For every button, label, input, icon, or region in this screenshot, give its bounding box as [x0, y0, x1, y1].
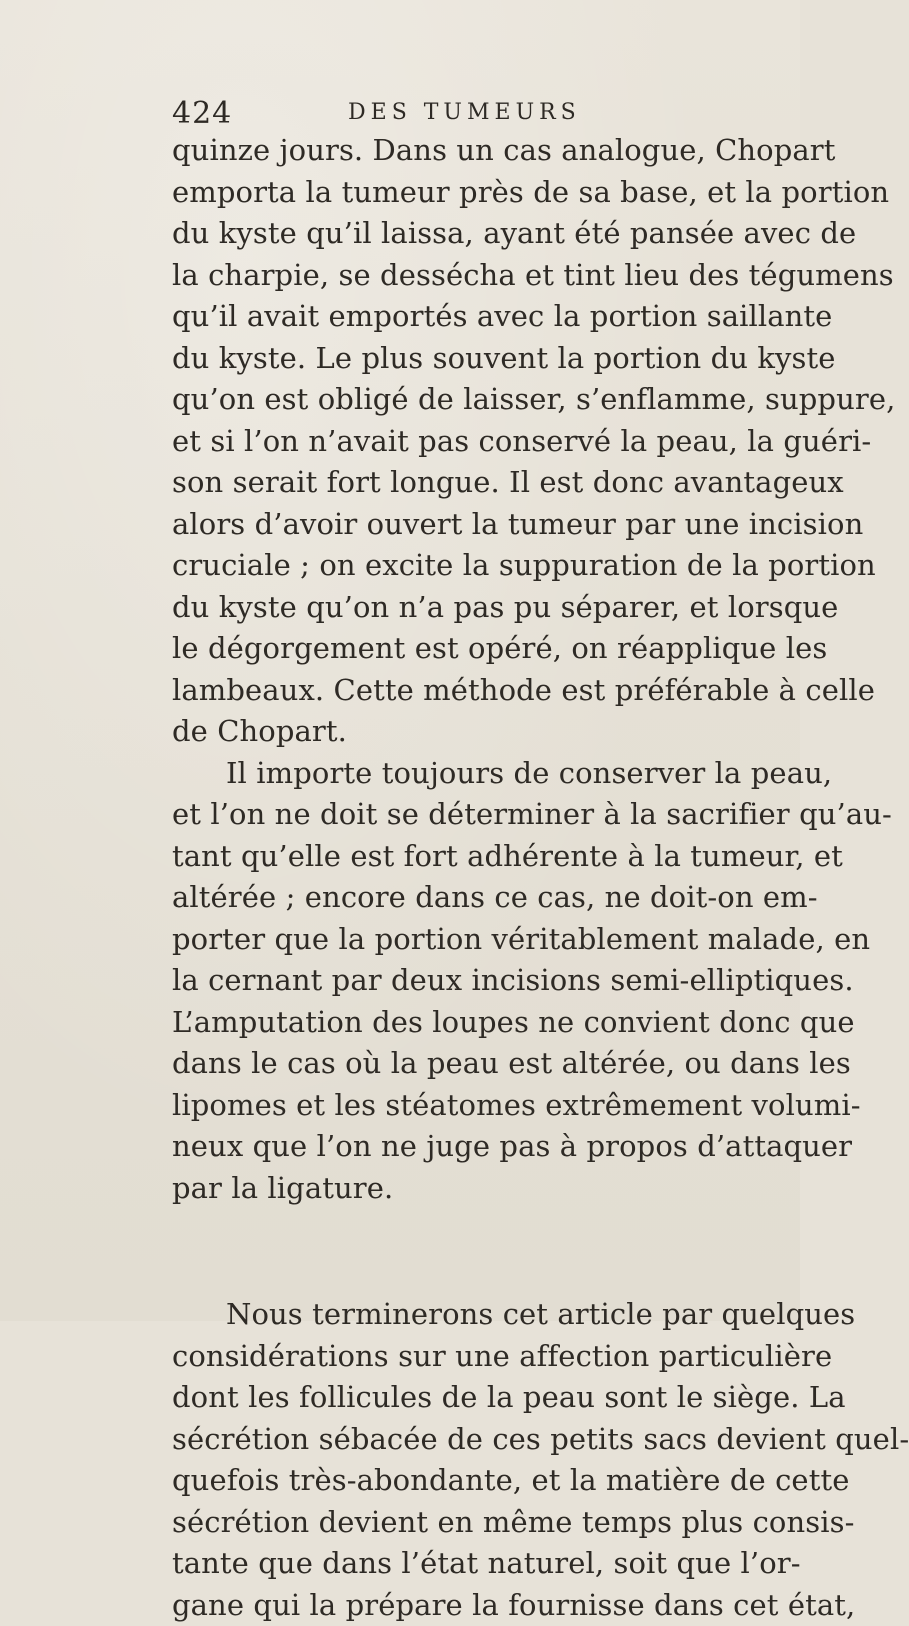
text-line: du kyste qu’on n’a pas pu séparer, et lorsque: [172, 587, 742, 629]
page-number: 424: [172, 96, 232, 131]
paragraph-1: [172, 130, 742, 753]
text-line: Il importe toujours de conserver la peau,: [172, 753, 742, 795]
text-line: tante que dans l’état naturel, soit que l’or-: [172, 1543, 742, 1585]
text-line: gane qui la prépare la fournisse dans cet état,: [172, 1585, 742, 1626]
text-line: quinze jours. Dans un cas analogue, Chopart: [172, 130, 742, 172]
paragraph-3: [172, 1294, 742, 1626]
text-line: la cernant par deux incisions semi-elliptiques.: [172, 960, 742, 1002]
text-line: lipomes et les stéatomes extrêmement volumi-: [172, 1085, 742, 1127]
text-line: et l’on ne doit se déterminer à la sacrifier qu’au-: [172, 794, 742, 836]
text-line: quefois très-abondante, et la matière de cette: [172, 1460, 742, 1502]
section-gap: [172, 1209, 742, 1294]
text-line: considérations sur une affection particulière: [172, 1336, 742, 1378]
text-line: la charpie, se dessécha et tint lieu des tégumens: [172, 255, 742, 297]
text-line: Nous terminerons cet article par quelques: [172, 1294, 742, 1336]
text-line: du kyste qu’il laissa, ayant été pansée avec de: [172, 213, 742, 255]
text-line: dans le cas où la peau est altérée, ou dans les: [172, 1043, 742, 1085]
text-line: L’amputation des loupes ne convient donc que: [172, 1002, 742, 1044]
text-line: lambeaux. Cette méthode est préférable à celle: [172, 670, 742, 712]
body-text: [172, 130, 742, 1626]
running-head: DES TUMEURS: [348, 100, 581, 125]
text-line: qu’on est obligé de laisser, s’enflamme, suppure,: [172, 379, 742, 421]
text-line: dont les follicules de la peau sont le siège. La: [172, 1377, 742, 1419]
text-line: altérée ; encore dans ce cas, ne doit-on em-: [172, 877, 742, 919]
text-line: sécrétion sébacée de ces petits sacs devient quel-: [172, 1419, 742, 1461]
text-line: de Chopart.: [172, 711, 742, 753]
text-line: tant qu’elle est fort adhérente à la tumeur, et: [172, 836, 742, 878]
text-line: alors d’avoir ouvert la tumeur par une incision: [172, 504, 742, 546]
text-line: porter que la portion véritablement malade, en: [172, 919, 742, 961]
text-line: neux que l’on ne juge pas à propos d’attaquer: [172, 1126, 742, 1168]
text-line: emporta la tumeur près de sa base, et la portion: [172, 172, 742, 214]
text-line: du kyste. Le plus souvent la portion du kyste: [172, 338, 742, 380]
paragraph-2: [172, 753, 742, 1210]
text-line: cruciale ; on excite la suppuration de la portion: [172, 545, 742, 587]
text-line: par la ligature.: [172, 1168, 742, 1210]
text-line: et si l’on n’avait pas conservé la peau, la guéri-: [172, 421, 742, 463]
text-line: sécrétion devient en même temps plus consis-: [172, 1502, 742, 1544]
text-line: qu’il avait emportés avec la portion saillante: [172, 296, 742, 338]
text-line: le dégorgement est opéré, on réapplique les: [172, 628, 742, 670]
text-line: son serait fort longue. Il est donc avantageux: [172, 462, 742, 504]
